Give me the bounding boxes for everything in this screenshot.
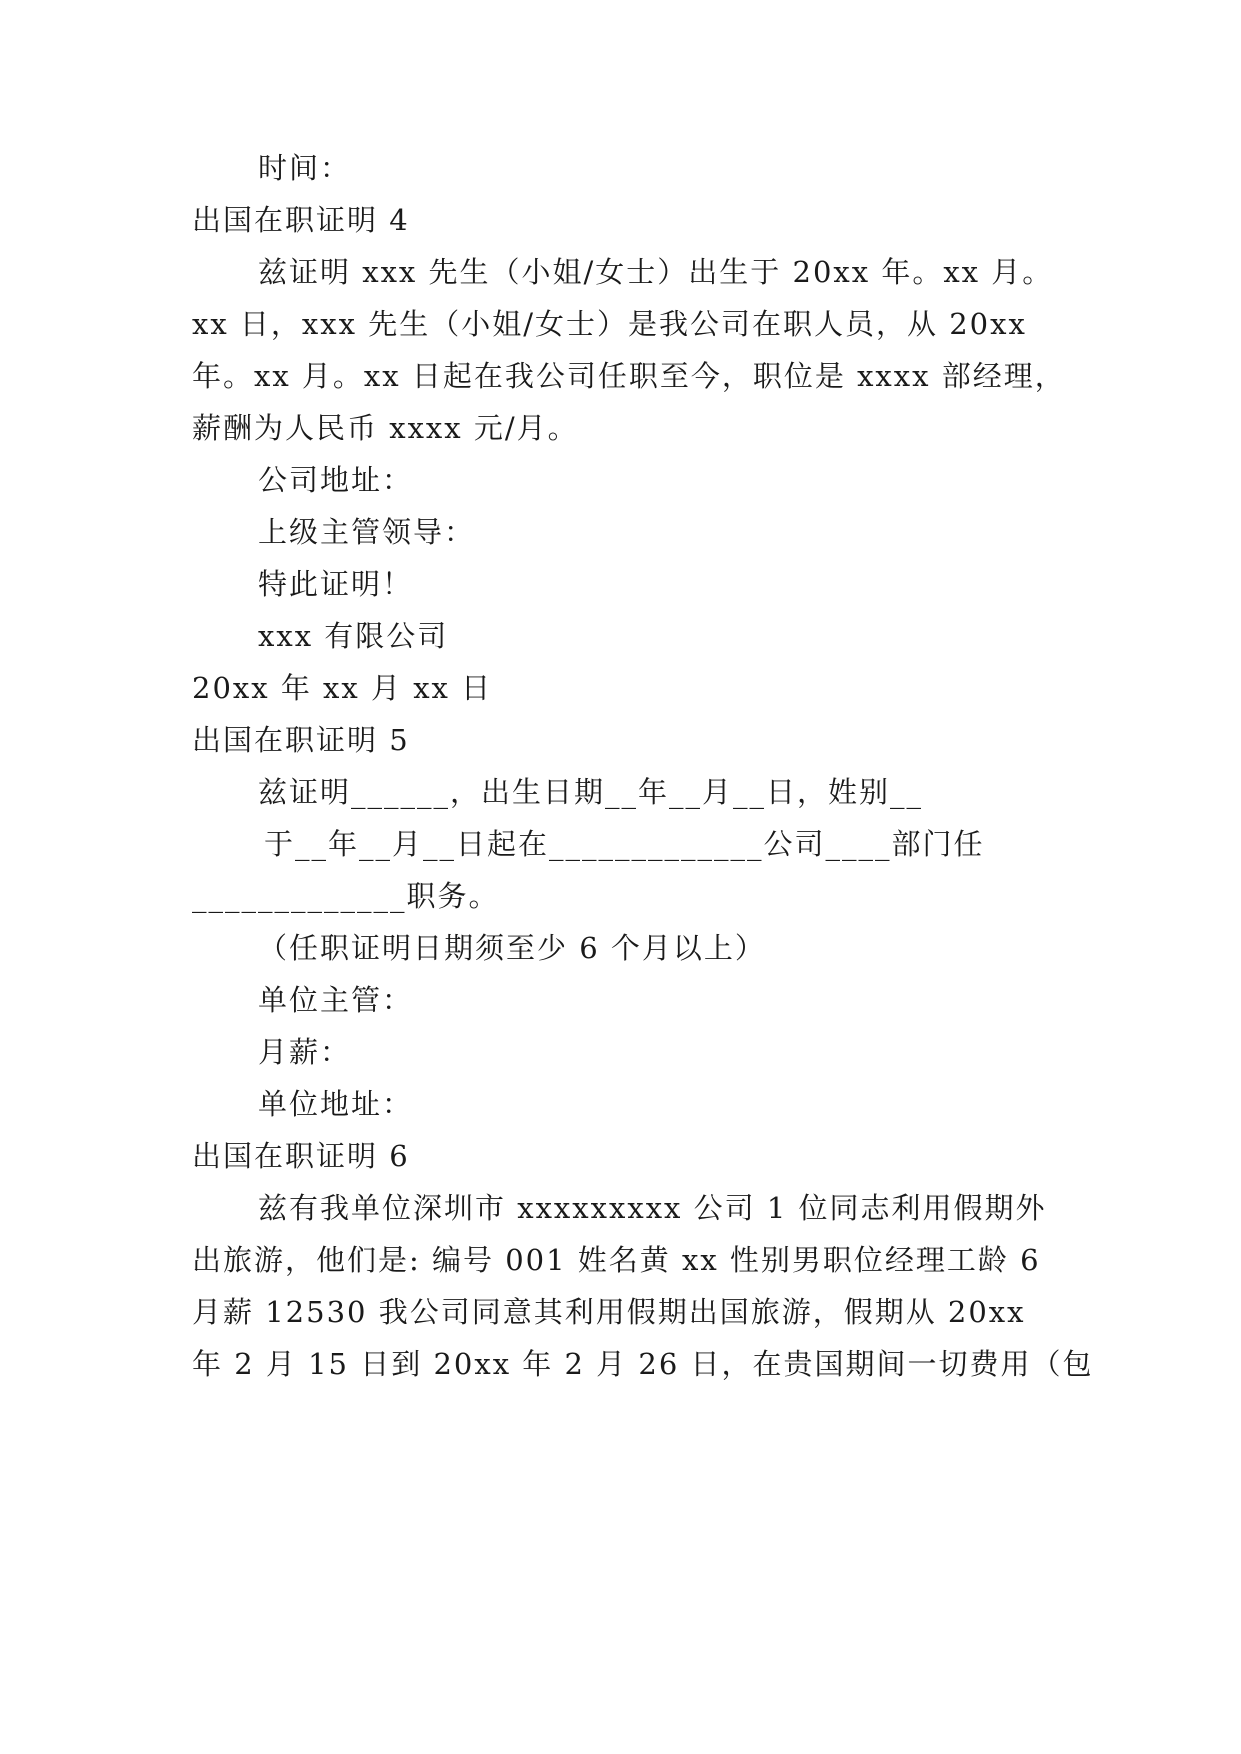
form-line: _____________职务。 xyxy=(192,879,500,913)
paragraph-line: 年。xx 月。xx 日起在我公司任职至今，职位是 xxxx 部经理， xyxy=(192,359,1066,393)
unit-supervisor-label: 单位主管： xyxy=(258,983,414,1017)
paragraph-line: 年 2 月 15 日到 20xx 年 2 月 26 日，在贵国期间一切费用（包 xyxy=(192,1347,1094,1381)
paragraph-line: 薪酬为人民币 xxxx 元/月。 xyxy=(192,411,579,445)
paragraph-line: 兹证明 xxx 先生（小姐/女士）出生于 20xx 年。xx 月。 xyxy=(258,255,1054,289)
company-address-label: 公司地址： xyxy=(258,463,414,497)
company-name: xxx 有限公司 xyxy=(258,619,449,653)
unit-address-label: 单位地址： xyxy=(258,1087,414,1121)
section-heading-5: 出国在职证明 5 xyxy=(192,723,410,757)
section-heading-4: 出国在职证明 4 xyxy=(192,203,410,237)
form-line: 于__年__月__日起在_____________公司____部门任 xyxy=(264,827,985,861)
form-line: 兹证明______，出生日期__年__月__日，姓别__ xyxy=(258,775,924,809)
paragraph-line: 月薪 12530 我公司同意其利用假期出国旅游，假期从 20xx xyxy=(192,1295,1026,1329)
certify-statement: 特此证明！ xyxy=(258,567,414,601)
paragraph-line: 出旅游，他们是: 编号 001 姓名黄 xx 性别男职位经理工龄 6 xyxy=(192,1243,1041,1277)
monthly-salary-label: 月薪： xyxy=(258,1035,352,1069)
supervisor-label: 上级主管领导： xyxy=(258,515,476,549)
time-label: 时间： xyxy=(258,151,352,185)
section-heading-6: 出国在职证明 6 xyxy=(192,1139,410,1173)
paragraph-line: xx 日，xxx 先生（小姐/女士）是我公司在职人员，从 20xx xyxy=(192,307,1027,341)
note-line: （任职证明日期须至少 6 个月以上） xyxy=(258,931,766,965)
paragraph-line: 兹有我单位深圳市 xxxxxxxxx 公司 1 位同志利用假期外 xyxy=(258,1191,1047,1225)
date-line: 20xx 年 xx 月 xx 日 xyxy=(192,671,493,705)
